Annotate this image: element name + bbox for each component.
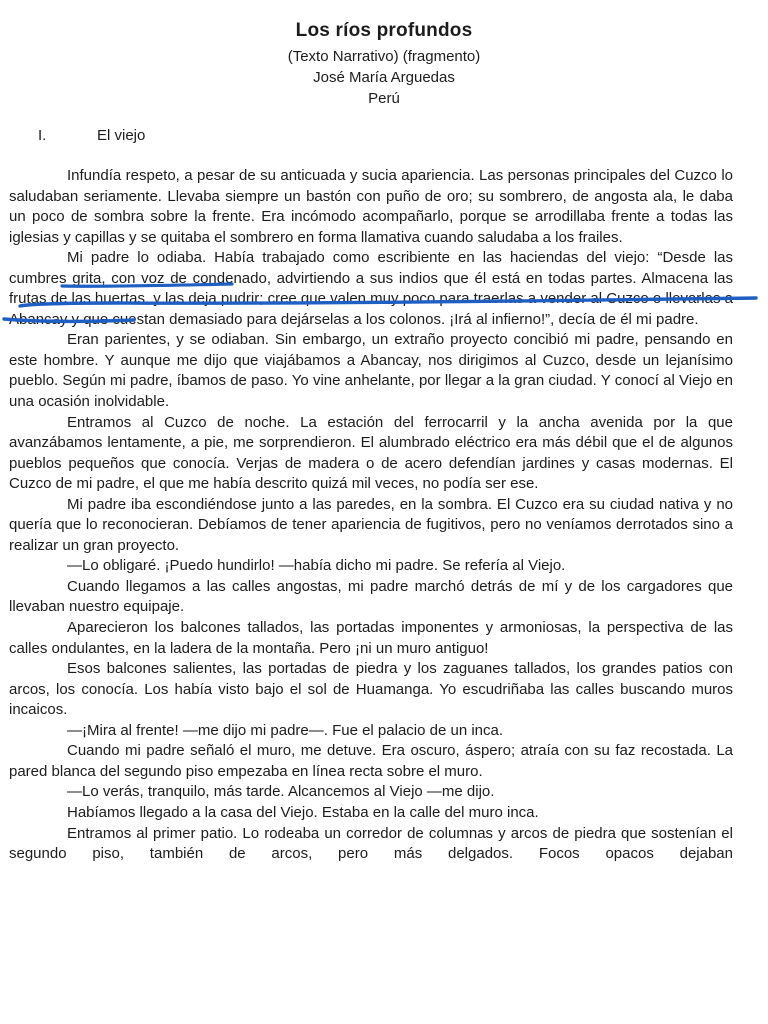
paragraph-11: Cuando mi padre señaló el muro, me detuve. Era oscuro, áspero; atraía con su faz recostada. La pared blanca del segundo piso empezaba en línea recta sobre el muro. <box>9 742 733 780</box>
paragraph-8: Aparecieron los balcones tallados, las portadas imponentes y armoniosas, la perspectiva de las calles ondulantes, en la ladera de la montaña. Pero ¡ni un muro antiguo! <box>9 619 733 657</box>
paragraph-4: Entramos al Cuzco de noche. La estación del ferrocarril y la ancha avenida por la que avanzábamos lentamente, a pie, me sorprendieron. El alumbrado eléctrico era más débil que el de algunos pueblos pequeños que conocía. Verjas de madera o de acero defendían jardines y casas modernas. El Cuzco de mi padre, el que me había descrito quizá mil veces, no podía ser ese. <box>9 413 733 493</box>
document-country: Perú <box>368 90 400 107</box>
section-title: El viejo <box>97 127 146 144</box>
paragraph-12: —Lo verás, tranquilo, más tarde. Alcancemos al Viejo —me dijo. <box>67 783 495 801</box>
paragraph-1: Infundía respeto, a pesar de su anticuada y sucia apariencia. Las personas principales del Cuzco lo saludaban seriamente. Llevaba siempre un bastón con puño de oro; su sombrero, de angosta ala, le daba un poco de sombra sobre la frente. Era incómodo acompañarlo, porque se arrodillaba frente a todas las iglesias y capillas y se quitaba el sombrero en forma llamativa cuando saludaba a los frailes. <box>9 167 733 246</box>
paragraph-2: Mi padre lo odiaba. Había trabajado como escribiente en las haciendas del viejo: “Desde las cumbres grita, con voz de condenado, advirtiendo a sus indios que él está en todas partes. Almacena las frutas de las huertas, y las deja pudrir; cree que valen muy poco para traerlas a vender al Cuzco o llevarlas a Abancay y que cuestan demasiado para dejárselas a los colonos. ¡Irá al infierno!”, decía de él mi padre. <box>9 249 733 328</box>
paragraph-10: —¡Mira al frente! —me dijo mi padre—. Fue el palacio de un inca. <box>67 721 504 739</box>
paragraph-9: Esos balcones salientes, las portadas de piedra y los zaguanes tallados, los grandes patios con arcos, los conocía. Los había visto bajo el sol de Huamanga. Yo escudriñaba las calles buscando muros incaicos. <box>9 660 733 719</box>
paragraph-7: Cuando llegamos a las calles angostas, mi padre marchó detrás de mí y de los cargadores que llevaban nuestro equipaje. <box>9 577 733 616</box>
paragraph-6: —Lo obligaré. ¡Puedo hundirlo! —había dicho mi padre. Se refería al Viejo. <box>67 557 566 575</box>
document-author: José María Arguedas <box>313 69 455 86</box>
document-title: Los ríos profundos <box>295 20 473 41</box>
document-body <box>9 166 733 865</box>
section-number: I. <box>38 127 47 144</box>
paragraph-14: Entramos al primer patio. Lo rodeaba un corredor de columnas y arcos de piedra que sostenían el segundo piso, también de arcos, pero más delgados. Focos opacos dejaban <box>9 824 733 863</box>
paragraph-13: Habíamos llegado a la casa del Viejo. Estaba en la calle del muro inca. <box>67 803 539 821</box>
paragraph-3: Eran parientes, y se odiaban. Sin embargo, un extraño proyecto concibió mi padre, pensando en este hombre. Y aunque me dijo que viajábamos a Abancay, nos dirigimos al Cuzco, desde un lejanísimo pueblo. Según mi padre, íbamos de paso. Yo vine anhelante, por llegar a la gran ciudad. Y conocí al Viejo en una ocasión inolvidable. <box>9 331 733 411</box>
document-subtitle: (Texto Narrativo) (fragmento) <box>287 48 481 65</box>
paragraph-5: Mi padre iba escondiéndose junto a las paredes, en la sombra. El Cuzco era su ciudad nativa y no quería que lo reconocieran. Debíamos de tener apariencia de fugitivos, pero no veníamos derrotados sino a realizar un gran proyecto. <box>9 495 733 554</box>
